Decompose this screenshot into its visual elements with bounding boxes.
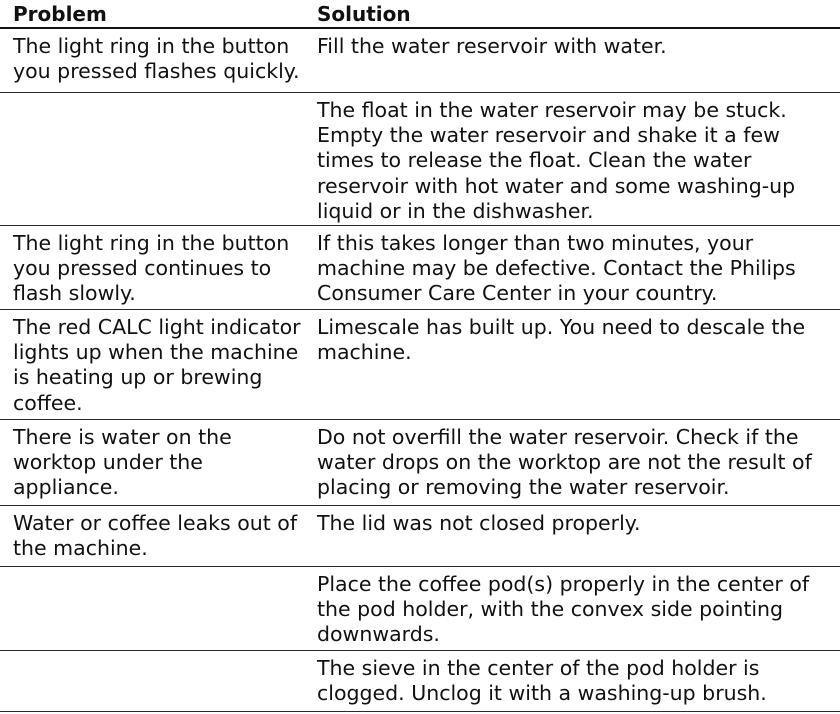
solution-cell: Fill the water reservoir with water. bbox=[317, 34, 667, 58]
table-row bbox=[0, 93, 840, 226]
solution-cell: Place the coffee pod(s) properly in the center of the pod holder, with the convex side pointing downwards. bbox=[317, 572, 810, 647]
header-problem: Problem bbox=[13, 2, 107, 26]
solution-cell: Limescale has built up. You need to descale the machine. bbox=[317, 315, 806, 365]
table-row bbox=[0, 420, 840, 506]
solution-cell: Do not overfill the water reservoir. Check if the water drops on the worktop are not the result of placing or removing the water reservoir. bbox=[317, 425, 812, 500]
solution-cell: The float in the water reservoir may be stuck. Empty the water reservoir and shake it a few times to release the float. Clean the water reservoir with hot water and some washing-up liquid or in the dishwasher. bbox=[317, 98, 796, 223]
table-row bbox=[0, 310, 840, 420]
problem-cell: The light ring in the button you pressed flashes quickly. bbox=[13, 34, 300, 84]
problem-cell: Water or coffee leaks out of the machine. bbox=[13, 511, 298, 561]
solution-cell: The lid was not closed properly. bbox=[317, 511, 641, 535]
problem-cell: The red CALC light indicator lights up when the machine is heating up or brewing coffee. bbox=[13, 315, 301, 415]
table-header-row bbox=[0, 0, 840, 29]
solution-cell: If this takes longer than two minutes, your machine may be defective. Contact the Philips Consumer Care Center in your country. bbox=[317, 231, 796, 306]
table-row bbox=[0, 506, 840, 567]
problem-cell: The light ring in the button you pressed continues to flash slowly. bbox=[13, 231, 290, 306]
table-row bbox=[0, 651, 840, 712]
table-row bbox=[0, 29, 840, 93]
table-row bbox=[0, 567, 840, 651]
problem-cell: There is water on the worktop under the appliance. bbox=[13, 425, 232, 500]
solution-cell: The sieve in the center of the pod holder is clogged. Unclog it with a washing-up brush. bbox=[317, 656, 767, 706]
table-row bbox=[0, 226, 840, 310]
header-solution: Solution bbox=[317, 2, 411, 26]
